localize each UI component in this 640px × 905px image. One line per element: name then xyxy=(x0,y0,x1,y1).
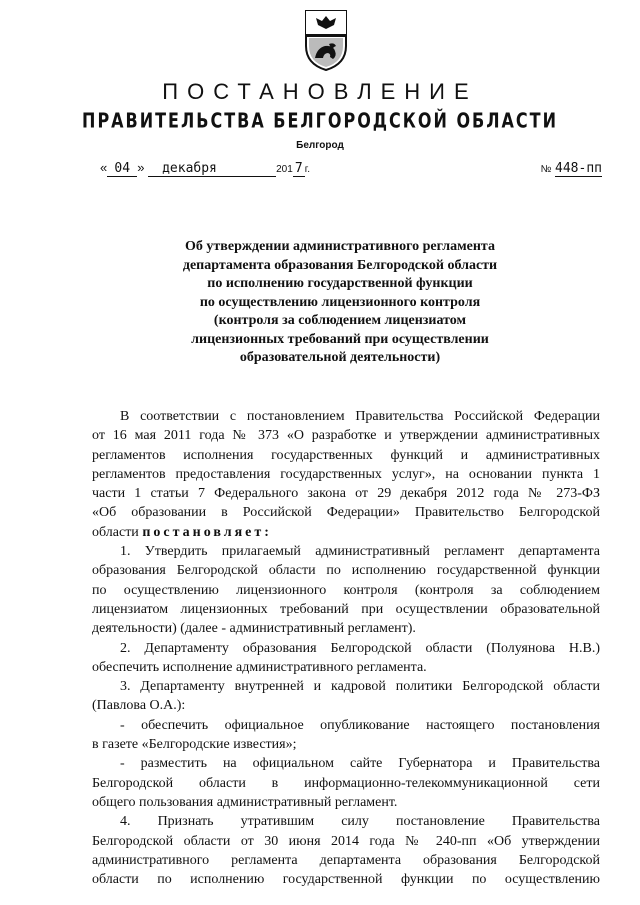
city-label: Белгород xyxy=(296,140,344,151)
body-line-resolves xyxy=(92,523,600,542)
body-line: лицензиатом лицензионных требований при осуществлении образовательной xyxy=(92,601,600,617)
document-title xyxy=(140,238,540,368)
body-line: административного регламента департамента образования Белгородской xyxy=(92,852,600,868)
body-line: обеспечить исполнение административного регламента. xyxy=(92,659,427,675)
body-line: 1. Утвердить прилагаемый административный регламент департамента xyxy=(120,544,600,560)
date-day: 04 xyxy=(107,161,137,177)
body-line: регламентов предоставления государственных услуг», на основании пункта 1 xyxy=(92,466,600,482)
body-line: деятельности) (далее - административный регламент). xyxy=(92,621,416,637)
date-year-prefix: 201 xyxy=(276,164,293,175)
body-line: по осуществлению лицензионного контроля (контроля за соблюдением xyxy=(92,582,600,598)
issuer-heading: ПРАВИТЕЛЬСТВА БЕЛГОРОДСКОЙ ОБЛАСТИ xyxy=(82,108,558,133)
body-line: регламентов исполнения государственных функций и административных xyxy=(92,447,600,463)
date-year-end: г. xyxy=(304,164,310,175)
document-number xyxy=(541,160,602,177)
title-line: по исполнению государственной функции xyxy=(207,276,473,291)
title-line: (контроля за соблюдением лицензиатом xyxy=(213,313,467,328)
body-line: Белгородской области от 30 июня 2014 года № 240-пп «Об утверждении xyxy=(92,833,600,849)
body-line: общего пользования административный регламент. xyxy=(92,794,398,810)
body-line: области по исполнению государственной функции по осуществлению xyxy=(92,872,600,888)
document-date xyxy=(100,160,310,177)
body-line: части 1 статьи 7 Федерального закона от 29 декабря 2012 года № 273-ФЗ xyxy=(92,486,600,502)
belgorod-coat-of-arms-icon xyxy=(303,8,349,72)
date-month: декабря xyxy=(148,161,276,177)
date-close-quote: » xyxy=(137,160,145,175)
body-line: Белгородской области в информационно-телекоммуникационной сети xyxy=(92,775,600,791)
body-line: в газете «Белгородские известия»; xyxy=(92,737,297,753)
number-value: 448-пп xyxy=(555,161,602,176)
body-line: образования Белгородской области по исполнению государственной функции xyxy=(92,563,600,579)
body-line: области xyxy=(92,524,139,540)
body-line: В соответствии с постановлением Правительства Российской Федерации xyxy=(120,409,600,424)
title-line: департамента образования Белгородской области xyxy=(182,257,498,273)
document-body xyxy=(92,407,600,889)
date-open-quote: « xyxy=(100,160,108,175)
body-line: 3. Департаменту внутренней и кадровой политики Белгородской области xyxy=(120,679,600,695)
body-line: «Об образовании в Российской Федерации» Правительство Белгородской xyxy=(92,505,600,521)
title-line: образовательной деятельности) xyxy=(239,350,441,365)
date-year-suffix: 7 xyxy=(293,161,305,177)
number-prefix: № xyxy=(540,164,552,175)
body-line: 2. Департаменту образования Белгородской области (Полуянова Н.В.) xyxy=(120,640,600,656)
body-line: - разместить на официальном сайте Губернатора и Правительства xyxy=(120,756,600,772)
resolves-word: постановляет: xyxy=(142,524,272,540)
body-line: от 16 мая 2011 года № 373 «О разработке и утверждении административных xyxy=(92,428,600,444)
body-line: 4. Признать утратившим силу постановление Правительства xyxy=(120,814,600,830)
title-line: по осуществлению лицензионного контроля xyxy=(199,294,481,310)
title-line: лицензионных требований при осуществлении xyxy=(191,331,489,347)
title-line: Об утверждении административного регламента xyxy=(185,239,495,254)
document-type-heading: ПОСТАНОВЛЕНИЕ xyxy=(162,79,478,104)
body-line: - обеспечить официальное опубликование настоящего постановления xyxy=(120,717,600,733)
body-line: (Павлова О.А.): xyxy=(92,698,186,714)
